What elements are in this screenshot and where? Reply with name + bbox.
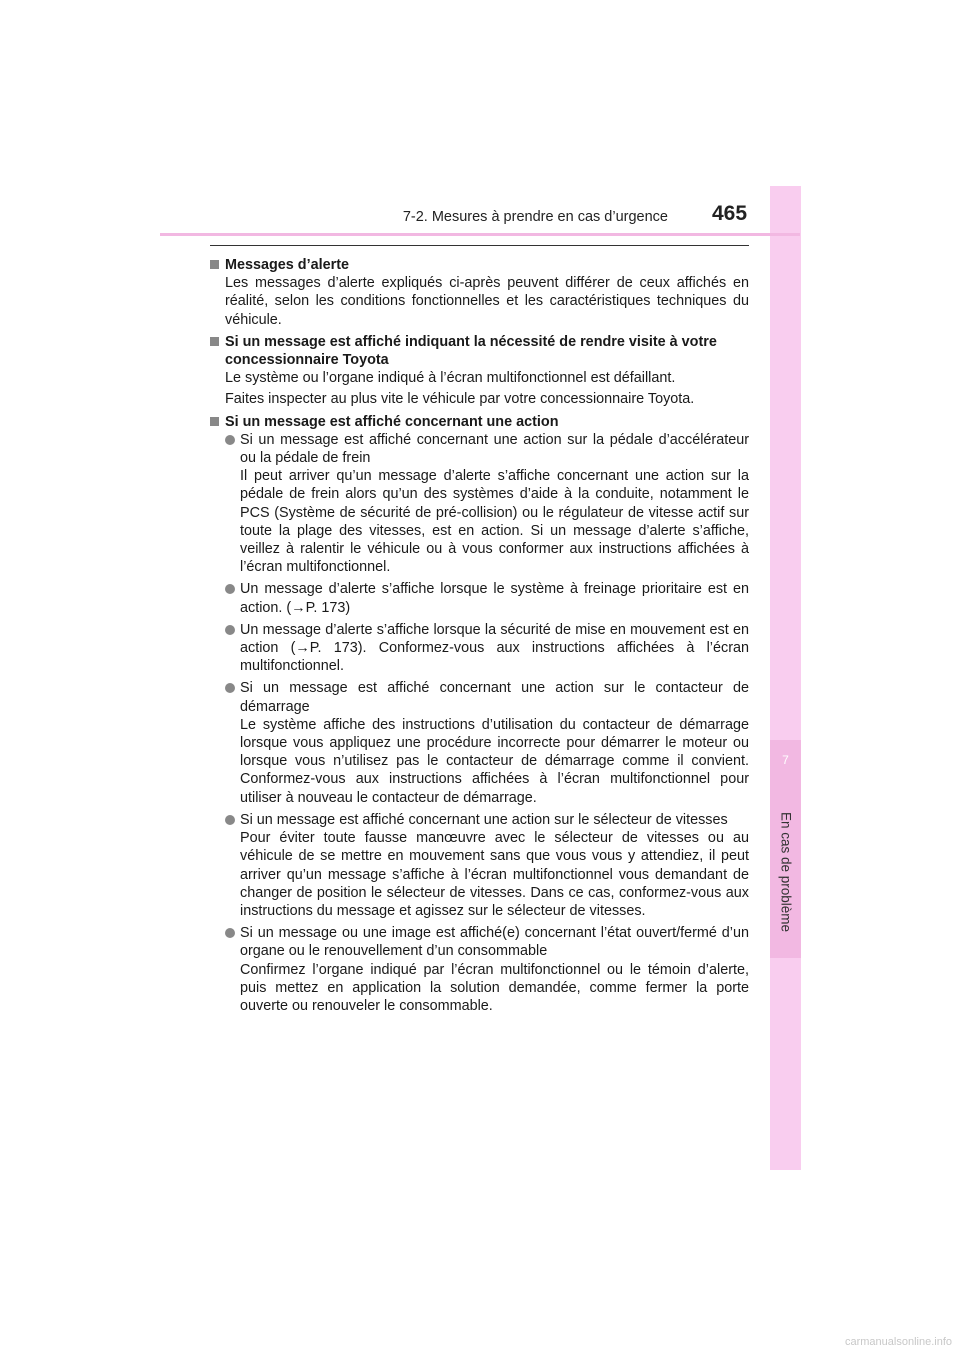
paragraph: Faites inspecter au plus vite le véhicule par votre concessionnaire Toyota. bbox=[225, 391, 695, 408]
paragraph: Les messages d’alerte expliqués ci-après peuvent différer de ceux affichés en réalité, selon les conditions fonctionnelles et les caractéristiques techniques du véhicule. bbox=[225, 275, 749, 328]
list-item: Si un message ou une image est affiché(e) concernant l’état ouvert/fermé d’un organe ou le renouvellement d’un consommable Confirmez l’organe indiqué par l’écran multifonctionnel ou le témoin d’alerte, puis mettez en application la solution demandée, comme fermer la porte ouverte ou renouveler le consommable. bbox=[210, 924, 749, 1015]
section-heading: Si un message est affiché indiquant la nécessité de rendre visite à votre concessionnaire Toyota bbox=[210, 333, 749, 369]
round-bullet-icon bbox=[225, 625, 235, 635]
list-item: Si un message est affiché concernant une action sur le contacteur de démarrage Le système affiche des instructions d’utilisation du contacteur de démarrage lorsque vous appliquez une procédure incorrecte pour démarrer le moteur ou lorsque vous n’utilisez pas le contacteur de démarrage comme il convient. Conformez-vous aux instructions affichées à l’écran multifonctionnel pour utiliser à nouveau le contacteur de démarrage. bbox=[210, 679, 749, 806]
section-alert-messages bbox=[210, 256, 749, 329]
side-tab bbox=[770, 186, 801, 1170]
header-section-title: 7-2. Mesures à prendre en cas d’urgence bbox=[402, 209, 668, 225]
header-rule bbox=[160, 233, 800, 236]
watermark: carmanualsonline.info bbox=[844, 1336, 952, 1348]
square-bullet-icon bbox=[210, 417, 219, 426]
chapter-label: En cas de problème bbox=[778, 811, 794, 933]
round-bullet-icon bbox=[225, 683, 235, 693]
paragraph: Le système ou l’organe indiqué à l’écran multifonctionnel est défaillant. bbox=[225, 370, 676, 387]
round-bullet-icon bbox=[225, 584, 235, 594]
page-content bbox=[210, 256, 749, 1019]
content-top-rule bbox=[210, 245, 749, 246]
section-heading: Messages d’alerte bbox=[210, 256, 749, 274]
list-item: Un message d’alerte s’affiche lorsque la sécurité de mise en mouvement est en action (→P. 173). Conformez-vous aux instructions affichées à l’écran multifonctionnel. bbox=[210, 621, 749, 676]
list-item: Un message d’alerte s’affiche lorsque le système à freinage prioritaire est en action. (→P. 173) bbox=[210, 580, 749, 616]
square-bullet-icon bbox=[210, 260, 219, 269]
list-item: Si un message est affiché concernant une action sur la pédale d’accélérateur ou la pédale de frein Il peut arriver qu’un message d’alerte s’affiche concernant une action sur la pédale de frein alors qu’un des systèmes d’aide à la conduite, notamment le PCS (Système de sécurité de pré-collision) ou le régulateur de vitesse actif sur toute la plage des vitesses, est en action. Si un message d’alerte s’affiche, veillez à ralentir le véhicule ou à vous conformer aux instructions affichées à l’écran multifonctionnel. bbox=[210, 431, 749, 577]
round-bullet-icon bbox=[225, 928, 235, 938]
square-bullet-icon bbox=[210, 337, 219, 346]
section-heading: Si un message est affiché concernant une action bbox=[210, 413, 749, 431]
section-dealer-visit bbox=[210, 333, 749, 409]
chapter-number: 7 bbox=[782, 753, 789, 767]
page-number: 465 bbox=[712, 202, 748, 225]
round-bullet-icon bbox=[225, 815, 235, 825]
section-action-messages bbox=[210, 413, 749, 1016]
list-item: Si un message est affiché concernant une action sur le sélecteur de vitesses Pour éviter toute fausse manœuvre avec le sélecteur de vitesses ou au véhicule de se mettre en mouvement sans que vous vous y attendiez, il peut arriver qu’un message s’affiche à l’écran multifonctionnel vous demandant de changer de position le sélecteur de vitesses. Dans ce cas, conformez-vous aux instructions du message et agissez sur le sélecteur de vitesses. bbox=[210, 811, 749, 920]
round-bullet-icon bbox=[225, 435, 235, 445]
